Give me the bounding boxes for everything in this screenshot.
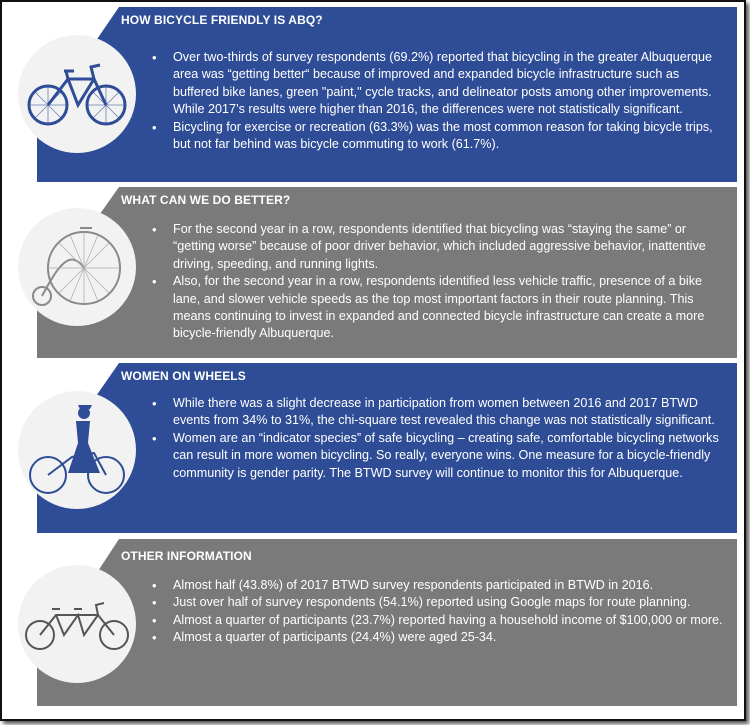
list-item: • Over two-thirds of survey respondents (69.2%) reported that bicycling in the greater Albuquerque area was “getting better“ because of improved and expanded bicycle infrastructure such as buffered bike lanes, green "paint," cycle tracks, and delineator posts among other improvements. While 2017’s results were higher than 2016, the differences were not statistically significant. (151, 49, 723, 119)
list-item: • Women are an “indicator species” of safe bicycling – creating safe, comfortable bicycling networks can result in more women bicycling. So really, everyone wins. One measure for a bicycle-friendly community is gender parity. The BTWD survey will continue to monitor this for Albuquerque. (151, 430, 723, 482)
list-item: • Also, for the second year in a row, respondents identified less vehicle traffic, presence of a bike lane, and slower vehicle speeds as the top most important factors in their route planning. This means continuing to invest in expanded and connected bicycle infrastructure can create a more bicycle-friendly Albuquerque. (151, 273, 723, 343)
section-heading: HOW BICYCLE FRIENDLY IS ABQ? (121, 13, 323, 27)
bullet-list (151, 395, 723, 482)
list-item: • Just over half of survey respondents (54.1%) reported using Google maps for route planning. (151, 594, 723, 611)
section-heading: WHAT CAN WE DO BETTER? (121, 193, 291, 207)
list-item: • Almost a quarter of participants (23.7%) reported having a household income of $100,000 or more. (151, 612, 723, 629)
list-item: • Bicycling for exercise or recreation (63.3%) was the most common reason for taking bicycle trips, but not far behind was bicycle commuting to work (61.7%). (151, 119, 723, 154)
section-heading: OTHER INFORMATION (121, 549, 252, 563)
section-other-information (9, 539, 737, 706)
penny-farthing-icon (18, 208, 136, 326)
tandem-bicycle-icon (18, 565, 136, 683)
bicycle-icon (18, 35, 136, 153)
list-item: • Almost half (43.8%) of 2017 BTWD survey respondents participated in BTWD in 2016. (151, 577, 723, 594)
bullet-list (151, 577, 723, 647)
list-item: • While there was a slight decrease in participation from women between 2016 and 2017 BTWD events from 34% to 31%, the chi-square test revealed this change was not statistically significant. (151, 395, 723, 430)
woman-cyclist-icon (18, 391, 136, 509)
bullet-list (151, 49, 723, 153)
section-heading: WOMEN ON WHEELS (121, 369, 246, 383)
list-item: • Almost a quarter of participants (24.4%) were aged 25-34. (151, 629, 723, 646)
bullet-list (151, 221, 723, 343)
list-item: • For the second year in a row, respondents identified that bicycling was “staying the same” or “getting worse” because of poor driver behavior, which included aggressive behavior, inattentive driving, speeding, and running lights. (151, 221, 723, 273)
section-do-better (9, 187, 737, 358)
section-bicycle-friendly (9, 7, 737, 182)
section-women-on-wheels (9, 363, 737, 533)
